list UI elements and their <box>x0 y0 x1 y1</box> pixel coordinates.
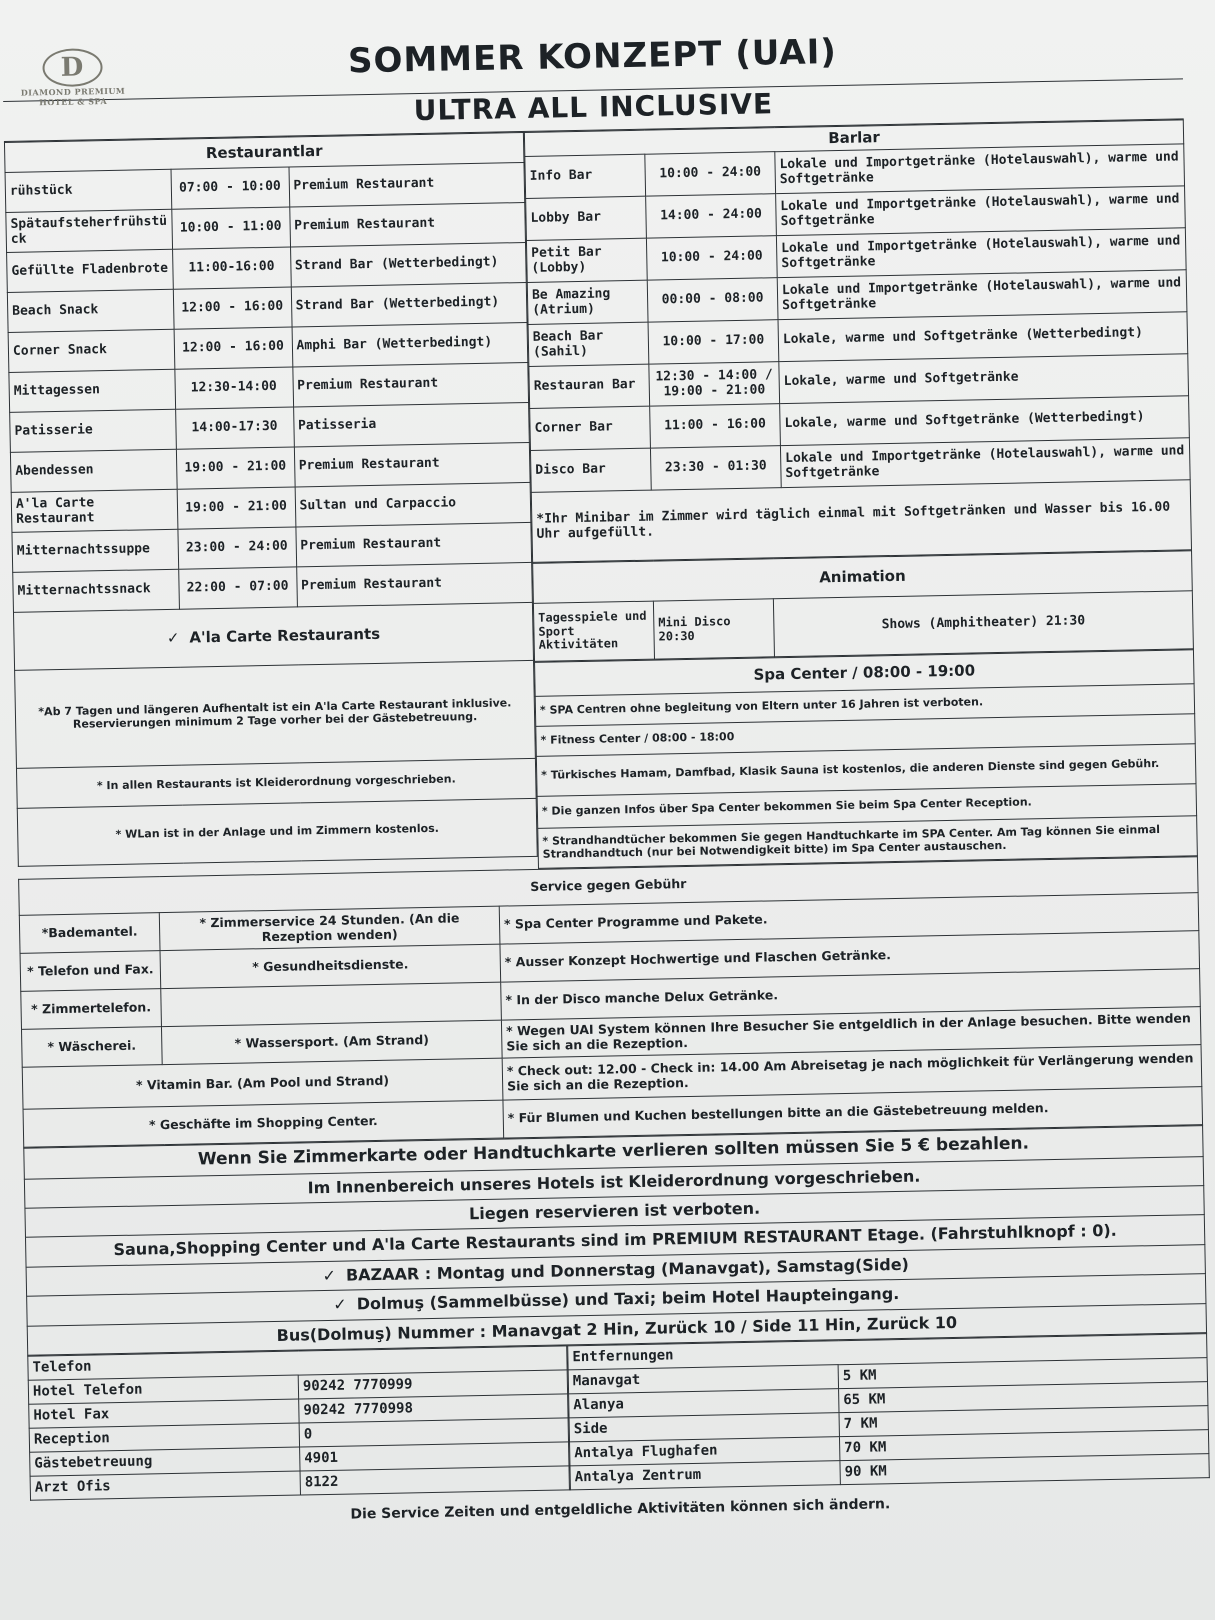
restaurant-meal: Spätaufsteherfrühstü ck <box>6 209 172 252</box>
service-item-b <box>161 982 502 1027</box>
bar-name: Petit Bar (Lobby) <box>526 238 647 282</box>
distance-label: Antalya Zentrum <box>570 1461 840 1490</box>
service-item-c: * In der Disco manche Delux Getränke. <box>501 969 1201 1020</box>
bar-time: 23:30 - 01:30 <box>650 446 781 490</box>
distance-label: Alanya <box>569 1389 839 1418</box>
bar-name: Disco Bar <box>530 448 651 492</box>
dresscode-note: * In allen Restaurants ist Kleiderordnung vorgeschrieben. <box>16 758 536 808</box>
bar-time: 00:00 - 08:00 <box>647 278 778 322</box>
restaurant-time: 14:00-17:30 <box>175 407 294 449</box>
service-item-c: * Wegen UAI System können Ihre Besucher Sie entgeldlich in der Anlage besuchen. Bitte wenden Sie sich an die Rezeption. <box>501 1007 1201 1058</box>
telefon-heading: Telefon <box>28 1346 567 1380</box>
animation-heading: Animation <box>533 551 1193 604</box>
alacarte-heading <box>13 602 533 670</box>
service-shopping: * Geschäfte im Shopping Center. <box>23 1100 504 1147</box>
bars-table <box>524 119 1192 563</box>
notice-card-loss: Wenn Sie Zimmerkarte oder Handtuchkarte verlieren sollten müssen Sie 5 € bezahlen. <box>24 1126 1203 1179</box>
restaurant-time: 19:00 - 21:00 <box>176 447 295 489</box>
restaurant-meal: Mitternachtssnack <box>13 569 179 612</box>
distance-value: 90 KM <box>840 1453 1209 1484</box>
restaurant-place: Amphi Bar (Wetterbedingt) <box>292 322 528 367</box>
bar-time: 10:00 - 24:00 <box>645 152 776 196</box>
service-item-a: * Telefon und Fax. <box>20 951 161 992</box>
bar-time: 10:00 - 24:00 <box>646 236 777 280</box>
service-flowers: * Für Blumen und Kuchen bestellungen bitte an die Gästebetreuung melden. <box>503 1087 1203 1138</box>
restaurant-meal: Mittagessen <box>9 369 175 412</box>
telefon-label: Hotel Fax <box>29 1399 299 1428</box>
notices-table <box>23 1125 1207 1356</box>
restaurant-meal: Corner Snack <box>8 329 174 372</box>
restaurant-meal: Patisserie <box>10 409 176 452</box>
bar-name: Be Amazing (Atrium) <box>527 280 648 324</box>
logo-emblem: D <box>42 48 103 87</box>
service-item-a: * Zimmertelefon. <box>21 989 162 1030</box>
animation-mini-disco: Mini Disco 20:30 <box>653 599 774 659</box>
page-title: SOMMER KONZEPT (UAI) <box>347 31 838 82</box>
restaurants-table <box>4 132 538 867</box>
restaurant-place: Premium Restaurant <box>294 442 530 487</box>
restaurant-meal: A'la Carte Restaurant <box>11 489 177 532</box>
service-item-a: * Wäscherei. <box>21 1027 162 1068</box>
animation-shows: Shows (Amphitheater) 21:30 <box>773 591 1193 657</box>
bar-drinks: Lokale, warme und Softgetränke <box>779 354 1189 404</box>
distance-value: 7 KM <box>839 1405 1208 1436</box>
telefon-value: 8122 <box>300 1466 569 1495</box>
service-checkout: * Check out: 12.00 - Check in: 14.00 Am Abreisetag je nach möglichkeit für Verlängerung wenden Sie sich an die Rezeption. <box>502 1045 1202 1100</box>
telefon-value: 0 <box>299 1418 568 1447</box>
alacarte-note: *Ab 7 Tagen und längeren Aufhentalt ist ein A'la Carte Restaurant inklusive. Reservierungen minimum 2 Tage vorher bei der Gästebetreuung. <box>15 660 536 768</box>
telefon-label: Reception <box>29 1423 299 1452</box>
restaurant-time: 22:00 - 07:00 <box>178 567 297 609</box>
service-item-b: * Zimmerservice 24 Stunden. (An die Rezeption wenden) <box>159 906 500 951</box>
notice-dress-code: Im Innenbereich unseres Hotels ist Kleiderordnung vorgeschrieben. <box>24 1156 1203 1208</box>
restaurants-heading: Restaurantlar <box>4 133 523 173</box>
distance-label: Manavgat <box>568 1365 838 1394</box>
minibar-note: *Ihr Minibar im Zimmer wird täglich einmal mit Softgetränken und Wasser bis 16.00 Uhr aufgefüllt. <box>531 480 1191 563</box>
main-columns <box>4 119 1198 879</box>
page-subtitle: ULTRA ALL INCLUSIVE <box>3 79 1184 142</box>
service-item-c: * Spa Center Programme und Pakete. <box>499 893 1199 944</box>
bar-time: 14:00 - 24:00 <box>646 194 777 238</box>
bar-drinks: Lokale, warme und Softgetränke (Wetterbedingt) <box>778 312 1188 362</box>
bar-time: 10:00 - 17:00 <box>648 320 779 364</box>
telefon-table <box>27 1345 570 1500</box>
spa-table <box>534 649 1198 869</box>
notice-bazaar-text: BAZAAR : Montag und Donnerstag (Manavgat), Samstag(Side) <box>345 1254 910 1285</box>
logo-sub-text: HOTEL & SPA <box>39 95 108 108</box>
distance-label: Antalya Flughafen <box>570 1437 840 1466</box>
bar-drinks: Lokale und Importgetränke (Hotelauswahl), warme und Softgetränke <box>780 438 1190 488</box>
restaurant-time: 07:00 - 10:00 <box>171 167 290 209</box>
telefon-value: 90242 7770999 <box>298 1370 567 1399</box>
bar-drinks: Lokale und Importgetränke (Hotelauswahl), warme und Softgetränke <box>776 186 1186 236</box>
restaurants-column <box>4 132 538 879</box>
distance-value: 65 KM <box>839 1381 1208 1412</box>
wlan-note: * WLan ist in der Anlage und im Zimmern kostenlos. <box>17 798 537 866</box>
spa-heading: Spa Center / 08:00 - 19:00 <box>535 650 1195 697</box>
service-item-c: * Ausser Konzept Hochwertige und Flaschen Getränke. <box>500 931 1200 982</box>
spa-note-info: * Die ganzen Infos über Spa Center bekommen Sie beim Spa Center Reception. <box>537 784 1196 829</box>
logo-brand-text: DIAMOND PREMIUM <box>20 85 126 98</box>
service-table <box>18 856 1203 1148</box>
spa-note-fitness: * Fitness Center / 08:00 - 18:00 <box>536 714 1195 757</box>
restaurant-place: Strand Bar (Wetterbedingt) <box>290 242 526 287</box>
bar-time: 11:00 - 16:00 <box>650 404 781 448</box>
bar-time: 12:30 - 14:00 / 19:00 - 21:00 <box>649 362 780 406</box>
restaurant-place: Patisseria <box>293 402 529 447</box>
restaurant-meal: rühstück <box>5 169 171 212</box>
restaurant-place: Sultan und Carpaccio <box>295 482 531 527</box>
restaurant-time: 11:00-16:00 <box>172 247 291 289</box>
service-item-b: * Gesundheitsdienste. <box>160 944 501 989</box>
distance-value: 70 KM <box>839 1429 1208 1460</box>
restaurant-time: 10:00 - 11:00 <box>171 207 290 249</box>
bar-drinks: Lokale und Importgetränke (Hotelauswahl), warme und Softgetränke <box>775 144 1185 194</box>
bars-column <box>524 119 1198 869</box>
distance-label: Side <box>569 1413 839 1442</box>
telefon-label: Arzt Ofis <box>30 1471 300 1500</box>
restaurant-meal: Beach Snack <box>7 289 173 332</box>
telefon-value: 90242 7770998 <box>299 1394 568 1423</box>
restaurant-time: 12:30-14:00 <box>174 367 293 409</box>
notice-bus-number: Bus(Dolmuş) Nummer : Manavgat 2 Hin, Zurück 10 / Side 11 Hin, Zurück 10 <box>27 1303 1206 1355</box>
restaurant-meal: Abendessen <box>10 449 176 492</box>
notice-dolmus-text: Dolmuş (Sammelbüsse) und Taxi; beim Hotel Haupteingang. <box>356 1284 900 1314</box>
info-sheet <box>2 17 1212 1599</box>
bar-drinks: Lokale, warme und Softgetränke (Wetterbedingt) <box>780 396 1190 446</box>
spa-note-hamam: * Türkisches Hamam, Damfbad, Klasik Sauna ist kostenlos, die anderen Dienste sind gegen Gebühr. <box>536 744 1196 797</box>
restaurant-time: 19:00 - 21:00 <box>177 487 296 529</box>
restaurant-time: 23:00 - 24:00 <box>177 527 296 569</box>
distances-table <box>567 1333 1210 1490</box>
restaurant-place: Premium Restaurant <box>289 163 525 208</box>
restaurant-place: Premium Restaurant <box>296 562 532 607</box>
hotel-logo <box>12 48 133 110</box>
checkmark-icon: ✓ <box>333 1294 347 1314</box>
bars-heading: Barlar <box>524 120 1183 157</box>
bar-drinks: Lokale und Importgetränke (Hotelauswahl), warme und Softgetränke <box>777 270 1187 320</box>
restaurant-meal: Gefüllte Fladenbrote <box>7 249 173 292</box>
restaurant-meal: Mitternachtssuppe <box>12 529 178 572</box>
restaurant-time: 12:00 - 16:00 <box>173 287 292 329</box>
footer-note: Die Service Zeiten und entgeldliche Aktivitäten können sich ändern. <box>350 1496 891 1523</box>
contacts-columns <box>27 1333 1210 1501</box>
animation-day-activities: Tagesspiele und Sport Aktivitäten <box>533 601 654 661</box>
spa-note-towels: * Strandhandtücher bekommen Sie gegen Handtuchkarte im SPA Center. Am Tag können Sie einmal Strandhandtuch (nur bei Notwendigkeit bitte) im Spa Center austauschen. <box>538 816 1198 869</box>
restaurant-place: Premium Restaurant <box>295 522 531 567</box>
service-heading: Service gegen Gebühr <box>19 857 1198 916</box>
notice-loungers: Liegen reservieren ist verboten. <box>25 1186 1204 1238</box>
distance-value: 5 KM <box>838 1358 1207 1389</box>
restaurant-place: Strand Bar (Wetterbedingt) <box>291 282 527 327</box>
service-item-a: *Bademantel. <box>19 913 160 954</box>
checkmark-icon: ✓ <box>166 628 180 647</box>
alacarte-heading-text: A'la Carte Restaurants <box>189 624 381 647</box>
bar-name: Beach Bar (Sahil) <box>528 322 649 366</box>
bar-name: Info Bar <box>525 154 646 198</box>
animation-table <box>532 550 1194 662</box>
bar-drinks: Lokale und Importgetränke (Hotelauswahl), warme und Softgetränke <box>776 228 1186 278</box>
distances-heading: Entfernungen <box>568 1334 1207 1370</box>
notice-premium-floor: Sauna,Shopping Center und A'la Carte Restaurants sind im PREMIUM RESTAURANT Etage. (Fahrstuhlknopf : 0). <box>25 1215 1204 1267</box>
restaurant-place: Premium Restaurant <box>292 362 528 407</box>
service-vitamin-bar: * Vitamin Bar. (Am Pool und Strand) <box>22 1058 503 1109</box>
telefon-label: Gästebetreuung <box>30 1447 300 1476</box>
telefon-value: 4901 <box>300 1442 569 1471</box>
restaurant-time: 12:00 - 16:00 <box>174 327 293 369</box>
bar-name: Lobby Bar <box>526 196 647 240</box>
telefon-label: Hotel Telefon <box>28 1375 298 1404</box>
restaurant-place: Premium Restaurant <box>289 202 525 247</box>
checkmark-icon: ✓ <box>322 1265 337 1285</box>
spa-note-age: * SPA Centren ohne begleitung von Eltern unter 16 Jahren ist verboten. <box>535 684 1194 727</box>
bar-name: Corner Bar <box>530 406 651 450</box>
service-item-b: * Wassersport. (Am Strand) <box>161 1020 502 1065</box>
bar-name: Restauran Bar <box>529 364 650 408</box>
